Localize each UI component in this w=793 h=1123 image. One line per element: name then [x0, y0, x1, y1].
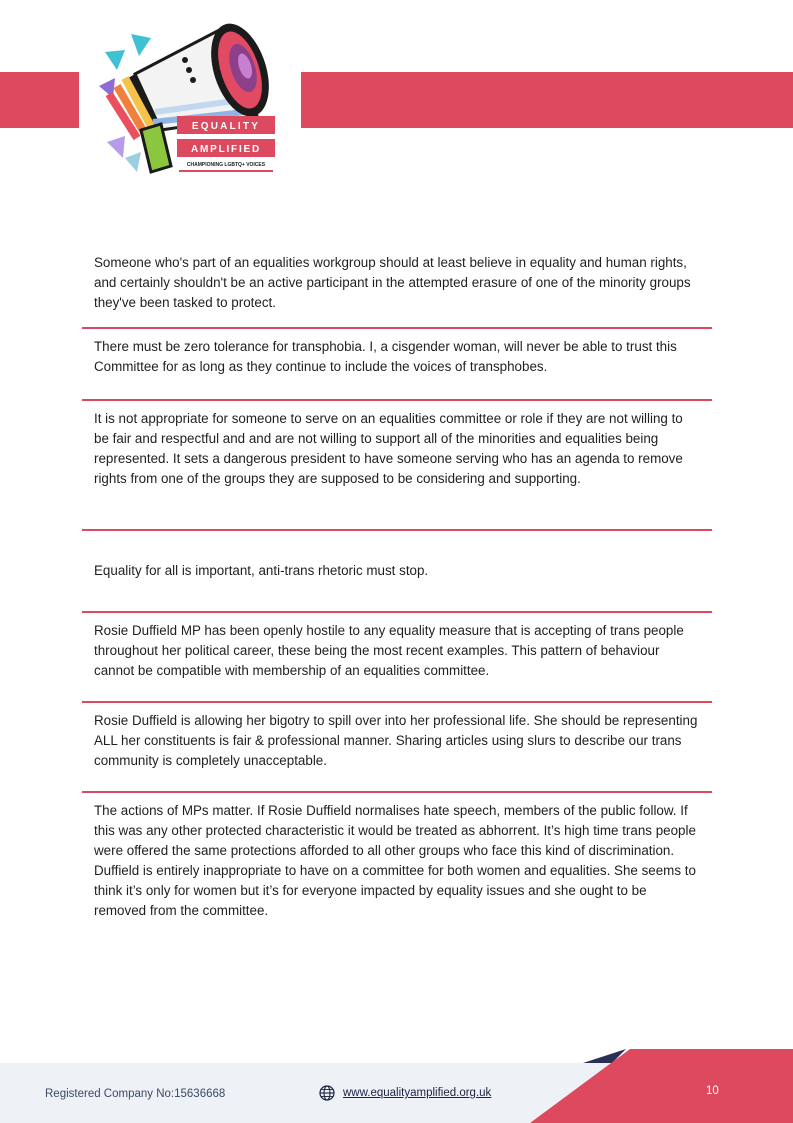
globe-icon: [319, 1085, 335, 1101]
comment-text: Someone who's part of an equalities workgroup should at least believe in equality and human rights, and certainly shouldn't be an active participant in the attempted erasure of one of the minority groups they've been tasked to protect.: [94, 255, 691, 310]
comment-text: Equality for all is important, anti-trans rhetoric must stop.: [94, 563, 429, 578]
page-number: 10: [706, 1085, 719, 1097]
comment-text: It is not appropriate for someone to serve on an equalities committee or role if they are not willing to be fair and respectful and and are not willing to support all of the minorities and equalities being represented. It sets a dangerous president to have someone serving who has an agenda to remove rights from one of the groups they are supposed to be considering and supporting.: [94, 411, 683, 486]
comments-list: [82, 245, 712, 941]
comment-text: Rosie Duffield is allowing her bigotry to spill over into her professional life. She should be representing ALL her constituents is fair & professional manner. Sharing articles using slurs to describe our trans community is completely unacceptable.: [94, 713, 698, 768]
comment-text: There must be zero tolerance for transphobia. I, a cisgender woman, will never be able to trust this Committee for as long as they continue to include the voices of transphobes.: [94, 339, 677, 374]
company-registration: Registered Company No:15636668: [45, 1088, 226, 1100]
header-band-right: [301, 72, 793, 128]
comment-text: Rosie Duffield MP has been openly hostile to any equality measure that is accepting of trans people throughout her political career, these being the most recent examples. This pattern of behaviour cannot be compatible with membership of an equalities committee.: [94, 623, 684, 678]
svg-text:CHAMPIONING LGBTQ+ VOICES: CHAMPIONING LGBTQ+ VOICES: [186, 162, 266, 168]
svg-text:AMPLIFIED: AMPLIFIED: [190, 144, 262, 155]
website-link[interactable]: www.equalityamplified.org.uk: [343, 1087, 492, 1099]
header-band-left: [0, 72, 79, 128]
equality-amplified-logo: [95, 12, 280, 182]
svg-text:EQUALITY: EQUALITY: [191, 121, 261, 132]
comment-text: The actions of MPs matter. If Rosie Duffield normalises hate speech, members of the public follow. If this was any other protected characteristic it would be treated as abhorrent. It’s high time trans people were offered the same protections afforded to all other groups who face this kind of discrimination. Duffield is entirely inappropriate to have on a committee for both women and equalities. She seems to think it’s only for women but it’s for everyone impacted by equality issues and she ought to be removed from the committee.: [94, 803, 696, 918]
website-link-group[interactable]: [319, 1085, 491, 1101]
